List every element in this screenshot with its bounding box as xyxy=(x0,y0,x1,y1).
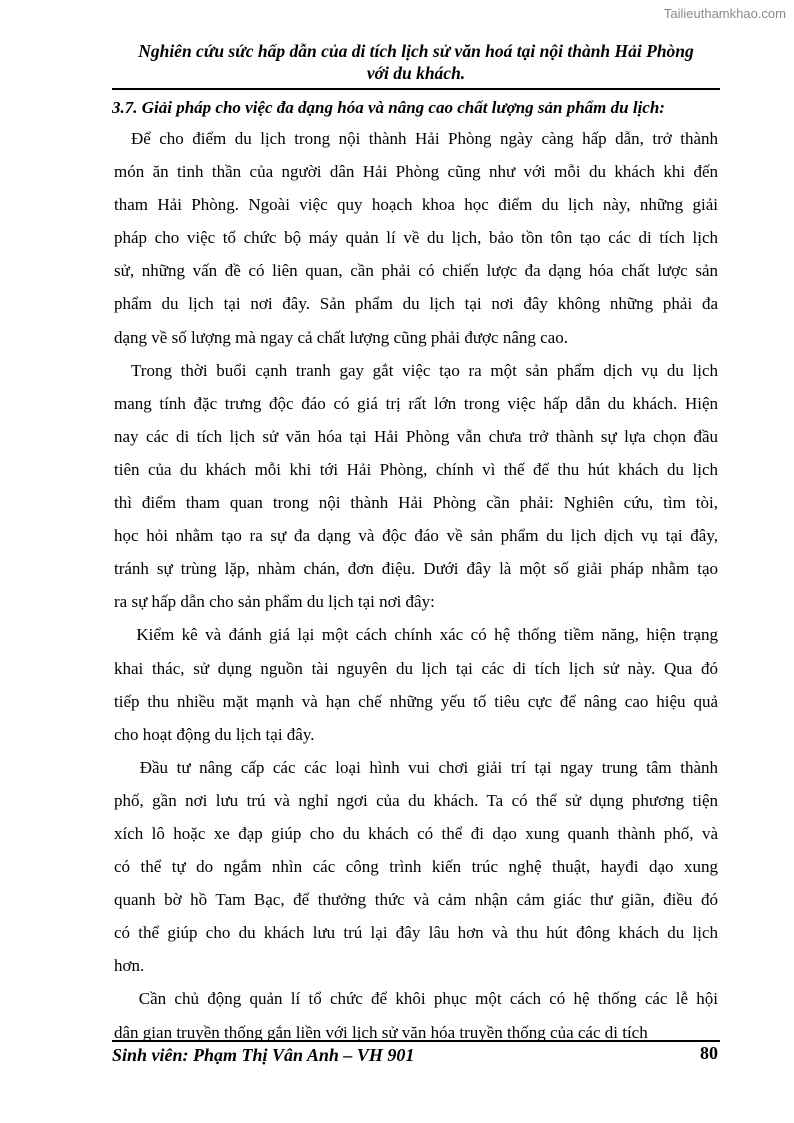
footer-student: Sinh viên: Phạm Thị Vân Anh – VH 901 xyxy=(112,1045,415,1065)
watermark-text: Tailieuthamkhao.com xyxy=(663,6,786,21)
paragraph-line: Để cho điểm du lịch trong nội thành Hải Phòng ngày càng hấp dẫn, trở thành xyxy=(114,129,718,148)
paragraph xyxy=(114,618,718,750)
paragraph-line: món ăn tinh thần của người dân Hải Phòng cũng như với mỗi du khách khi đến xyxy=(114,162,718,182)
paragraph-line: tiếp thu nhiều mặt mạnh và hạn chế những yếu tố tiêu cực để nâng cao hiệu quả xyxy=(114,691,718,711)
paragraph-line: thì điểm tham quan trong nội thành Hải Phòng cần phải: Nghiên cứu, tìm tòi, xyxy=(114,493,718,513)
paragraph-line: phẩm du lịch tại nơi đây. Sản phẩm du lịch tại nơi đây không những phải đa xyxy=(114,294,718,314)
paragraph-line: dân gian truyền thống gắn liền với lịch sử văn hóa truyền thống của các di tích xyxy=(114,1022,648,1042)
paragraph-line: cho hoạt động du lịch tại đây. xyxy=(114,724,315,744)
header-line-2: với du khách. xyxy=(366,63,466,83)
paragraph-line: Cần chủ động quản lí tổ chức để khôi phục một cách có hệ thống các lễ hội xyxy=(114,989,718,1009)
paragraph-line: hơn. xyxy=(114,956,145,976)
paragraph-line: Đầu tư nâng cấp các các loại hình vui chơi giải trí tại ngay trung tâm thành xyxy=(114,757,718,777)
paragraph-line: Kiểm kê và đánh giá lại một cách chính xác có hệ thống tiềm năng, hiện trạng xyxy=(114,625,718,645)
paragraph xyxy=(114,751,718,983)
footer-divider xyxy=(112,1040,720,1042)
paragraph-line: khai thác, sử dụng nguồn tài nguyên du lịch tại các di tích lịch sử này. Qua đó xyxy=(114,658,718,678)
paragraph-line: sử, những vấn đề có liên quan, cần phải có chiến lược đa dạng hóa chất lược sản xyxy=(114,261,718,281)
body-text xyxy=(114,122,718,1049)
paragraph-line: nay các di tích lịch sử văn hóa tại Hải Phòng vẫn chưa trở thành sự lựa chọn đầu xyxy=(114,426,718,446)
section-title: 3.7. Giải pháp cho việc đa dạng hóa và nâng cao chất lượng sản phẩm du lịch: xyxy=(112,98,665,117)
page-number: 80 xyxy=(700,1043,718,1063)
paragraph-line: tiên của du khách mỗi khi tới Hải Phòng, chính vì thế để thu hút khách du lịch xyxy=(114,459,718,479)
paragraph-line: tránh sự trùng lặp, nhàm chán, đơn điệu. Dưới đây là một số giải pháp nhằm tạo xyxy=(114,559,718,579)
paragraph-line: phố, gần nơi lưu trú và nghỉ ngơi của du khách. Ta có thể sử dụng phương tiện xyxy=(114,790,718,810)
header-divider xyxy=(112,88,720,90)
paragraph xyxy=(114,982,718,1048)
paragraph xyxy=(114,122,718,354)
paragraph-line: Trong thời buổi cạnh tranh gay gắt việc tạo ra một sản phẩm dịch vụ du lịch xyxy=(114,360,718,380)
paragraph-line: có thể tự do ngắm nhìn các công trình kiến trúc nghệ thuật, hayđi dạo xung xyxy=(114,857,718,877)
paragraph-line: tham Hải Phòng. Ngoài việc quy hoạch khoa học điểm du lịch này, những giải xyxy=(114,195,718,215)
paragraph-line: có thể giúp cho du khách lưu trú lại đây lâu hơn và thu hút đông khách du lịch xyxy=(114,923,718,943)
paragraph-line: xích lô hoặc xe đạp giúp cho du khách có thể đi dạo xung quanh thành phố, và xyxy=(114,823,718,843)
paragraph-line: dạng về số lượng mà ngay cả chất lượng cũng phải được nâng cao. xyxy=(114,327,568,347)
paragraph xyxy=(114,354,718,619)
paragraph-line: ra sự hấp dẫn cho sản phẩm du lịch tại nơi đây: xyxy=(114,592,435,612)
header-line-1: Nghiên cứu sức hấp dẫn của di tích lịch sử văn hoá tại nội thành Hải Phòng xyxy=(138,41,694,61)
paragraph-line: quanh bờ hồ Tam Bạc, để thưởng thức và cảm nhận cảm giác thư giãn, điều đó xyxy=(114,890,718,910)
paragraph-line: học hỏi nhằm tạo ra sự đa dạng và độc đáo về sản phẩm du lịch dịch vụ tại đây, xyxy=(114,526,718,546)
running-header xyxy=(112,40,720,84)
paragraph-line: pháp cho việc tổ chức bộ máy quản lí về du lịch, bảo tồn tôn tạo các di tích lịch xyxy=(114,228,718,248)
paragraph-line: mang tính đặc trưng độc đáo có giá trị rất lớn trong việc hấp dẫn du khách. Hiện xyxy=(114,393,718,413)
